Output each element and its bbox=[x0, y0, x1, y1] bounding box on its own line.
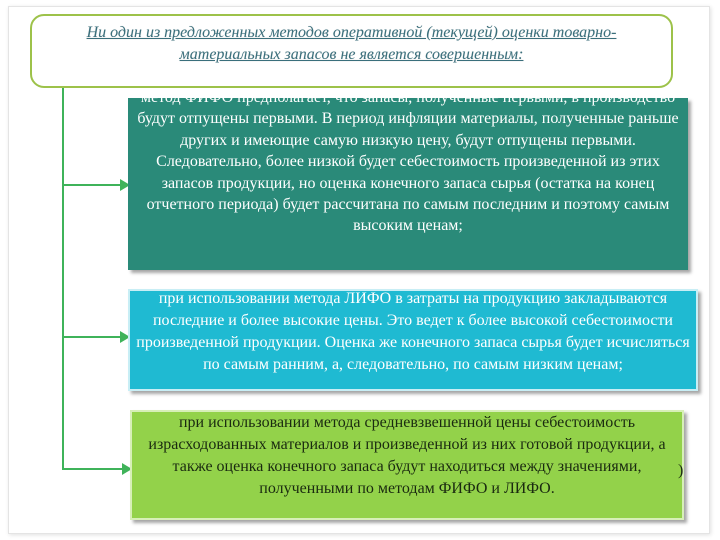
connector-line bbox=[62, 88, 64, 470]
fifo-method-text: метод ФИФО предполагает, что запасы, полученные первыми, в производство будут отпущены первыми. В период инфляции материалы, полученные раньше других и имеющие самую низкую цену, будут отпущены первыми. Следовательно, более низкой будет себестоимость произведенной из этих запасов продукции, но оценка конечного запаса сырья (остатка на конец отчетного периода) будет рассчитана по самым последним и поэтому самым высоким ценам; bbox=[137, 89, 679, 235]
slide-title: Ни один из предложенных методов оперативной (текущей) оценки товарно-материальных запасов не является совершенным: bbox=[86, 24, 617, 63]
lifo-method-box bbox=[128, 289, 698, 391]
connector-arrow-lifo bbox=[64, 336, 122, 338]
weighted-average-method-box bbox=[130, 410, 684, 520]
connector-arrow-average bbox=[64, 468, 124, 470]
lifo-method-text: при использовании метода ЛИФО в затраты на продукцию закладываются последние и более высокие цены. Это ведет к более высокой себестоимости произведенной продукции. Оценка же конечного запаса сырья будет исчисляться по самым ранним, а, следовательно, по самым низким ценам; bbox=[136, 290, 690, 373]
weighted-average-method-text: при использовании метода средневзвешенной цены себестоимость израсходованных материалов и произведенной из них готовой продукции, а также оценка конечного запаса будут находиться между значениями, полученными по методам ФИФО и ЛИФО. bbox=[148, 414, 666, 497]
connector-arrow-fifo bbox=[64, 184, 122, 186]
fifo-method-box bbox=[128, 89, 688, 270]
slide-header bbox=[30, 14, 673, 88]
stray-parenthesis: ) bbox=[678, 462, 684, 479]
